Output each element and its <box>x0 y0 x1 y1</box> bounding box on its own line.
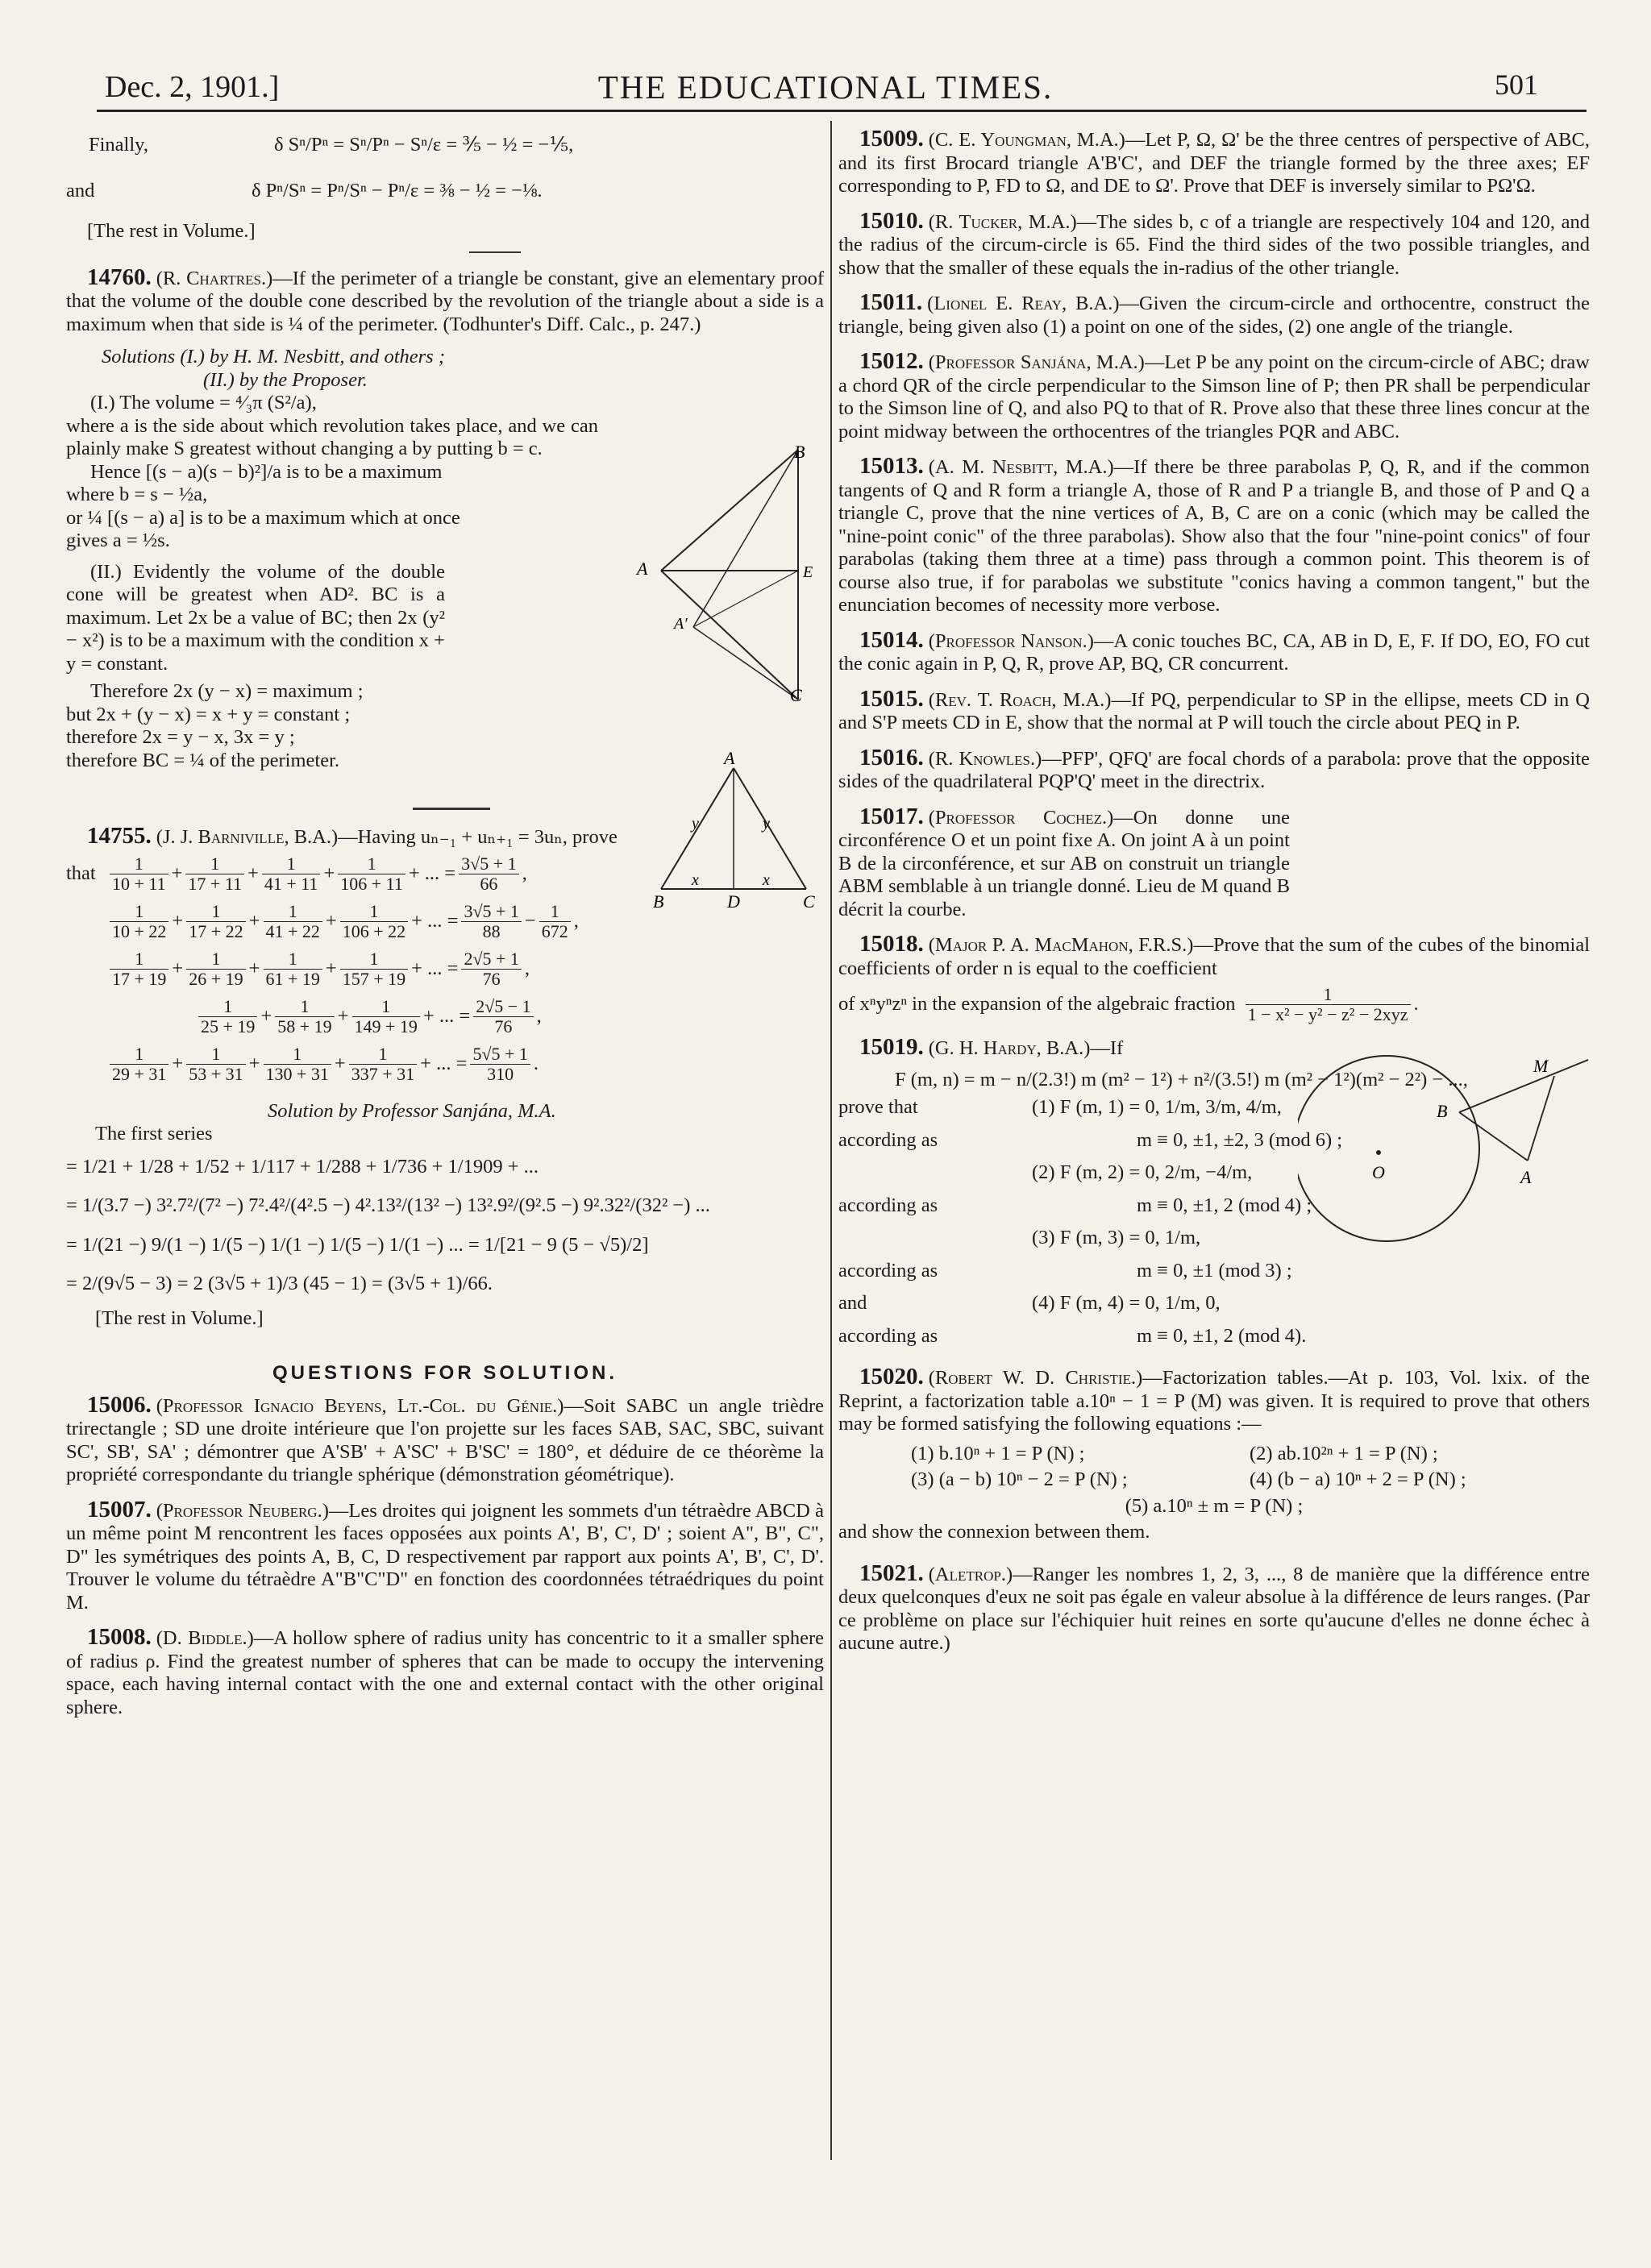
questions-heading: QUESTIONS FOR SOLUTION. <box>272 1362 618 1384</box>
hardy-row-label <box>838 1227 1016 1250</box>
label-B: B <box>794 442 805 462</box>
continued-fraction-1: = 1/(3.7 −) 3².7²/(7² −) 7².4²/(4².5 −) 4².13²/(13² −) 13².9²/(9².5 −) 9².32²/(32² −) ... <box>66 1194 710 1216</box>
hardy-row-equation: (1) F (m, 1) = 0, 1/m, 3/m, 4/m, <box>1032 1096 1282 1118</box>
column-divider <box>830 121 832 2160</box>
solution-part-2: (II.) Evidently the volume of the double cone will be greatest when AD². BC is a maximum. Let 2x be a value of BC; then 2x (y² − x²) is to be a maximum with the condition x + y = constant. <box>66 560 445 675</box>
label-A: A <box>637 559 648 579</box>
and-equation: δ Pⁿ/Sⁿ = Pⁿ/Sⁿ − Pⁿ/ε = ⅜ − ½ = −⅛. <box>252 179 543 201</box>
divider <box>469 251 521 253</box>
and-label: and <box>66 179 95 201</box>
label-O: O <box>1372 1162 1385 1182</box>
page-header <box>97 63 1554 111</box>
question-15013: 15013. (A. M. Nesbitt, M.A.)—If there be three parabolas P, Q, R, and if the common tangents of Q and R form a triangle A, those of R and P a triangle B, and those of P and Q a triangle C, prove that the nine vertices of A, B, C are on a conic (which may be called the "nine-point conic" of the three parabolas). Show also that the four "nine-point conics" of four parabolas (taking them three at a time) pass through a common point. This theorem is of course also true, if for parabolas we substitute "conics having a common tangent," but the enunciation becomes of necessity more verbose. <box>838 453 1590 616</box>
question-15006: 15006. (Professor Ignacio Beyens, Lt.-Col. du Génie.)—Soit SABC un angle trièdre trirectangle ; SD une droite intérieure que l'on projette sur les faces SAB, SAC, SBC, suivant SC', SB', SA' ; démontrer que A'SB' + A'SC' + B'SC' = 180°, et déduire de ce théorème la propriété correspondante du triangle sphérique (démonstration géométrique). <box>66 1391 824 1485</box>
label-y-right: y <box>763 815 770 833</box>
hardy-row-equation: m ≡ 0, ±1, 2 (mod 4) ; <box>1137 1194 1312 1216</box>
label-y-left: y <box>692 815 699 833</box>
label-M: M <box>1533 1056 1549 1076</box>
solution-credit-1: Solutions (I.) by H. M. Nesbitt, and others ; <box>102 346 445 368</box>
hardy-row-label: and <box>838 1292 867 1314</box>
label-B: B <box>1437 1101 1448 1121</box>
double-cone-diagram <box>629 442 830 708</box>
page-number: 501 <box>1495 69 1538 101</box>
factor-eq-1: (1) b.10ⁿ + 1 = P (N) ; <box>911 1442 1085 1464</box>
question-15014: 15014. (Professor Nanson.)—A conic touches BC, CA, AB in D, E, F. If DO, EO, FO cut the conic again in P, Q, R, prove AP, BQ, CR concurrent. <box>838 626 1590 675</box>
and-line <box>66 180 824 203</box>
hardy-row-equation: (4) F (m, 4) = 0, 1/m, 0, <box>1032 1292 1221 1314</box>
factor-tail: and show the connexion between them. <box>838 1521 1150 1543</box>
hardy-row-label: according as <box>838 1259 938 1281</box>
therefore-line-2: therefore 2x = y − x, 3x = y ; <box>66 726 295 748</box>
series-1: that $\frac{1}{10 + 11}$ + $\frac{1}{17 + 11}$ + $\frac{1}{41 + 11}$ + $\frac{1}{106 + 11}$ + ... = $\frac{3√5 + 1}{66}$ , <box>66 853 527 894</box>
series-3: $\frac{1}{17 + 19}$ + $\frac{1}{26 + 19}$ + $\frac{1}{61 + 19}$ + $\frac{1}{157 + 19}$ + ... = $\frac{2√5 + 1}{76}$ , <box>66 949 824 989</box>
finally-label: Finally, <box>89 134 148 156</box>
hardy-row-equation: (3) F (m, 3) = 0, 1/m, <box>1032 1227 1201 1248</box>
journal-title: THE EDUCATIONAL TIMES. <box>597 69 1054 106</box>
label-B: B <box>653 891 664 909</box>
label-A-prime: A' <box>674 615 688 633</box>
label-C: C <box>790 685 802 705</box>
problem-14760: 14760. (R. Chartres.)—If the perimeter of a triangle be constant, give an elementary proof that the volume of the double cone described by the revolution of the triangle about a side is a maximum when that side is ¼ of the perimeter. (Todhunter's Diff. Calc., p. 247.) <box>66 264 824 335</box>
label-D: D <box>727 891 740 909</box>
therefore-line-3: therefore BC = ¼ of the perimeter. <box>66 749 340 771</box>
first-series-label: The first series <box>95 1123 213 1144</box>
hardy-row-equation: m ≡ 0, ±1, 2 (mod 4). <box>1137 1324 1307 1347</box>
label-A: A <box>1520 1167 1532 1187</box>
issue-date: Dec. 2, 1901.] <box>105 70 280 104</box>
solution-text-3: where b = s − ½a, <box>66 484 208 505</box>
hardy-row-label: prove that <box>838 1096 918 1118</box>
first-series-expansion: = 1/21 + 1/28 + 1/52 + 1/117 + 1/288 + 1/736 + 1/1909 + ... <box>66 1155 539 1178</box>
hardy-row-label: according as <box>838 1324 938 1347</box>
series-5: $\frac{1}{29 + 31}$ + $\frac{1}{53 + 31}$ + $\frac{1}{130 + 31}$ + $\frac{1}{337 + 31}$ + ... = $\frac{5√5 + 1}{310}$ . <box>66 1045 824 1084</box>
solution-text-5: gives a = ½s. <box>66 530 170 551</box>
question-15011: 15011. (Lionel E. Reay, B.A.)—Given the circum-circle and orthocentre, construct the triangle, being given also (1) a point on one of the sides, (2) one angle of the triangle. <box>838 289 1590 338</box>
label-C: C <box>803 891 815 909</box>
rest-in-volume-1: [The rest in Volume.] <box>87 220 256 242</box>
circle-diagram <box>1298 1048 1596 1249</box>
volume-formula: (I.) The volume = ⁴⁄₃π (S²/a), <box>90 392 317 413</box>
question-15021: 15021. (Aletrop.)—Ranger les nombres 1, 2, 3, ..., 8 de manière que la différence entre deux quelconques d'eux ne soit pas égale en valeur absolue à la différence de leurs ranges. (Par ce problème on place sur l'échiquier huit reines en sorte qu'aucune d'elles ne donne échec à aucune autre.) <box>838 1560 1590 1654</box>
question-15018-fraction-line: of xⁿyⁿzⁿ in the expansion of the algebraic fraction $\frac{1}{\text{1 − x² − y² − z² − 2xyz}}$ . <box>838 984 1419 1024</box>
header-rule <box>97 110 1587 112</box>
question-15018: 15018. (Major P. A. MacMahon, F.R.S.)—Prove that the sum of the cubes of the binomial coefficients of order n is equal to the coefficient <box>838 931 1590 979</box>
hardy-row-equation: m ≡ 0, ±1, ±2, 3 (mod 6) ; <box>1137 1128 1343 1151</box>
rest-in-volume-2: [The rest in Volume.] <box>95 1306 264 1329</box>
series-result: = 2/(9√5 − 3) = 2 (3√5 + 1)/3 (45 − 1) = (3√5 + 1)/66. <box>66 1273 493 1294</box>
question-15007: 15007. (Professor Neuberg.)—Les droites qui joignent les sommets d'un tétraèdre ABCD à un même point M rencontrent les faces opposées aux points A', B', C', D' ; soient A", B", C", D" les symétriques des points A, B, C, D respectivement par rapport aux points A', B', C', D'. Trouver le volume du tétraèdre A"B"C"D" en fonction des coordonnées tétraédriques du point M. <box>66 1496 825 1614</box>
hardy-definition: F (m, n) = m − n/(2.3!) m (m² − 1²) + n²/(3.5!) m (m² − 1²)(m² − 2²) − ..., <box>895 1068 1468 1090</box>
solution-text-2: Hence [(s − a)(s − b)²]/a is to be a maximum <box>90 460 443 483</box>
question-15015: 15015. (Rev. T. Roach, M.A.)—If PQ, perpendicular to SP in the ellipse, meets CD in Q and S'P meets CD in E, show that the normal at P will touch the circle about PEQ in P. <box>838 685 1590 733</box>
but-line: but 2x + (y − x) = x + y = constant ; <box>66 703 351 725</box>
factor-eq-4: (4) (b − a) 10ⁿ + 2 = P (N) ; <box>1250 1468 1466 1490</box>
label-x-right: x <box>763 871 770 889</box>
question-15012: 15012. (Professor Sanjána, M.A.)—Let P be any point on the circum-circle of ABC; draw a chord QR of the circle perpendicular to the Simson line of P; then PR shall be perpendicular to the Simson line of Q, and also PQ to that of R. Prove also that these three lines concur at the point midway between the orthocentres of the triangles PQR and ABC. <box>838 348 1591 442</box>
problem-14755: 14755. (J. J. Barniville, B.A.)—Having uₙ₋₁ + uₙ₊₁ = 3uₙ, prove <box>87 823 618 849</box>
divider <box>413 808 490 810</box>
right-column <box>838 127 1590 1655</box>
question-15020: 15020. (Robert W. D. Christie.)—Factorization tables.—At p. 103, Vol. lxix. of the Reprint, a factorization table a.10ⁿ − 1 = P (M) was given. It is required to prove that others may be formed satisfying the following equations :— <box>838 1364 1590 1435</box>
hardy-row-label <box>838 1161 1016 1185</box>
factor-eq-5: (5) a.10ⁿ ± m = P (N) ; <box>1125 1494 1304 1517</box>
finally-equation: δ Sⁿ/Pⁿ = Sⁿ/Pⁿ − Sⁿ/ε = ⅗ − ½ = −⅕, <box>274 134 574 156</box>
hardy-row-label: according as <box>838 1194 938 1216</box>
series-4: $\frac{1}{25 + 19}$ + $\frac{1}{58 + 19}$ + $\frac{1}{149 + 19}$ + ... = $\frac{2√5 - 1}{76}$ , <box>66 997 824 1036</box>
question-15019: 15019. (G. H. Hardy, B.A.)—If <box>859 1034 1124 1060</box>
question-15016: 15016. (R. Knowles.)—PFP', QFQ' are focal chords of a parabola: prove that the opposite sides of the quadrilateral PQP'Q' meet in the directrix. <box>838 744 1590 792</box>
continued-fraction-2: = 1/(21 −) 9/(1 −) 1/(5 −) 1/(1 −) 1/(5 −) 1/(1 −) ... = 1/[21 − 9 (5 − √5)/2] <box>66 1233 649 1256</box>
question-15009: 15009. (C. E. Youngman, M.A.)—Let P, Ω, Ω' be the three centres of perspective of ABC, and its first Brocard triangle A'B'C', and DEF the triangle formed by the three axes; EF corresponding to P, FD to Ω, and DE to Ω'. Prove that DEF is inversely similar to PΩ'Ω. <box>838 126 1590 197</box>
hardy-row-equation: (2) F (m, 2) = 0, 2/m, −4/m, <box>1032 1161 1253 1183</box>
question-15010: 15010. (R. Tucker, M.A.)—The sides b, c of a triangle are respectively 104 and 120, and the radius of the circum-circle is 65. Find the third sides of the two possible triangles, and show that the smaller of these equals the in-radius of the other triangle. <box>838 207 1590 279</box>
question-15008: 15008. (D. Biddle.)—A hollow sphere of radius unity has concentric to it a smaller sphere of radius ρ. Find the greatest number of spheres that can be made to occupy the intervening space, each having internal contact with the one and external contact with the other original sphere. <box>66 1624 824 1718</box>
question-15017: 15017. (Professor Cochez.)—On donne une circonférence O et un point fixe A. On joint A à un point B de la circonférence, et sur AB on construit un triangle ABM semblable à un triangle donné. Lieu de M quand B décrit la courbe. <box>838 803 1290 920</box>
solution-credit-3: Solution by Professor Sanjána, M.A. <box>268 1099 556 1122</box>
left-column <box>66 127 824 1719</box>
factor-eq-3: (3) (a − b) 10ⁿ − 2 = P (N) ; <box>911 1468 1128 1490</box>
solution-credit-2: (II.) by the Proposer. <box>203 368 368 391</box>
isosceles-diagram <box>645 748 830 909</box>
label-A: A <box>724 748 735 768</box>
hardy-row-equation: m ≡ 0, ±1 (mod 3) ; <box>1137 1259 1292 1281</box>
solution-text-4: or ¼ [(s − a) a] is to be a maximum which at once <box>66 506 460 529</box>
therefore-line-1: Therefore 2x (y − x) = maximum ; <box>90 680 364 702</box>
hardy-row-label: according as <box>838 1128 938 1151</box>
label-x-left: x <box>692 871 699 889</box>
solution-text-1: where a is the side about which revolution takes place, and we can plainly make S greatest without changing a by putting b = c. <box>66 414 598 459</box>
series-2: $\frac{1}{10 + 22}$ + $\frac{1}{17 + 22}$ + $\frac{1}{41 + 22}$ + $\frac{1}{106 + 22}$ + ... = $\frac{3√5 + 1}{88}$ − $\frac{1}{672}$ , <box>66 902 824 941</box>
factor-eq-2: (2) ab.10²ⁿ + 1 = P (N) ; <box>1250 1442 1438 1464</box>
finally-line <box>66 134 824 157</box>
label-E: E <box>803 563 813 581</box>
